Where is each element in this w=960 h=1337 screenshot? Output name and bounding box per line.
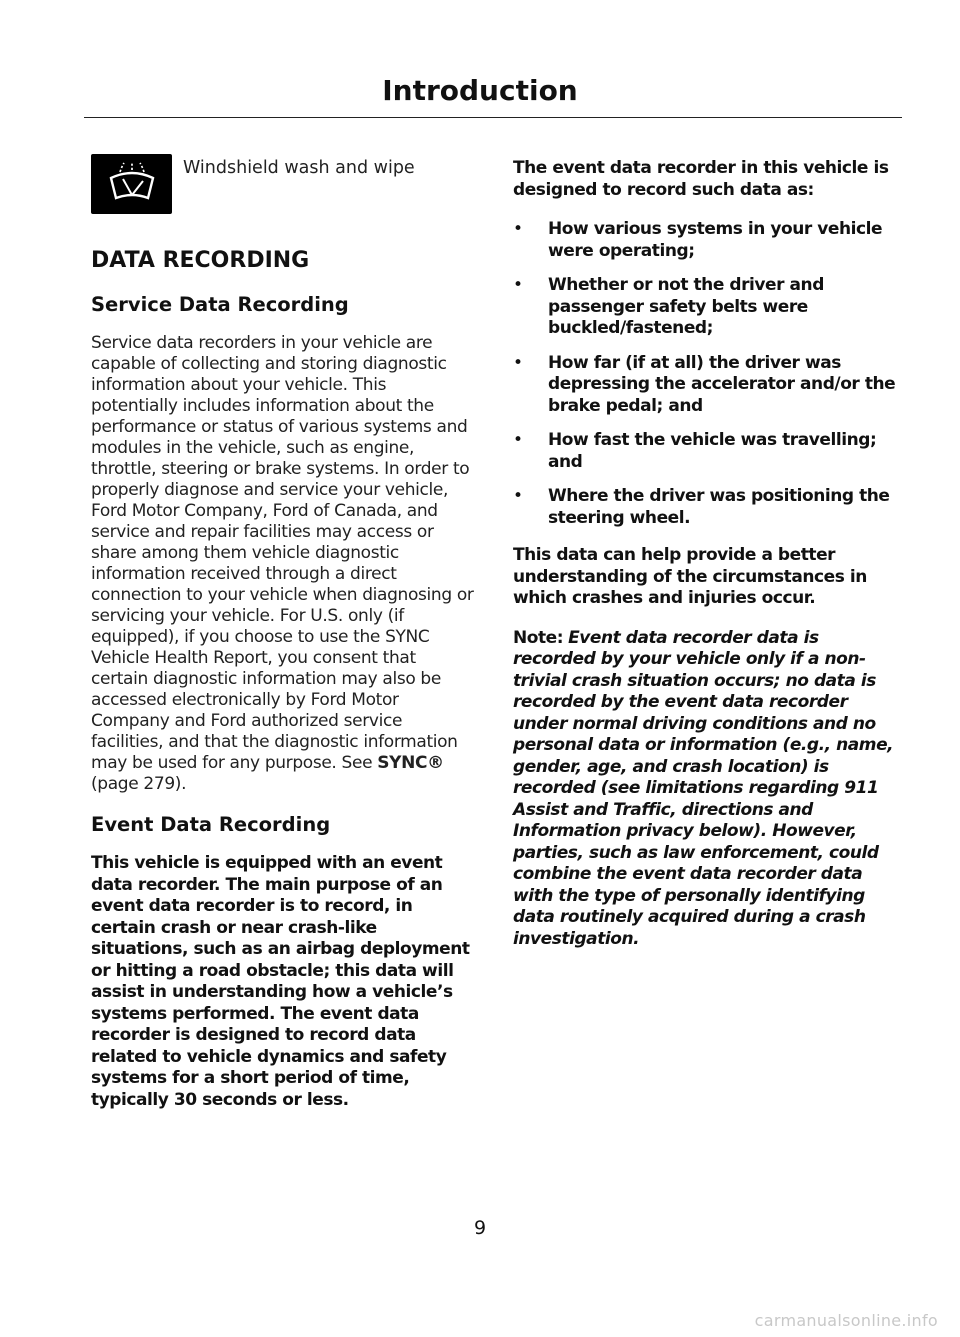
page-reference: (page 279). [91,774,187,794]
list-item: • How fast the vehicle was travelling; and [513,430,877,472]
event-recorder-intro: The event data recorder in this vehicle is designed to record such data as: [513,158,889,200]
list-item: • Where the driver was positioning the steering wheel. [513,486,890,528]
bullet-marker: • [513,275,523,295]
list-item: • How far (if at all) the driver was depressing the accelerator and/or the brake pedal; and [513,352,896,416]
note-label: Note: [513,627,564,648]
page-number: 9 [473,1217,487,1239]
right-column [513,158,903,950]
service-data-heading: Service Data Recording [91,293,349,316]
watermark: carmanualsonline.info [754,1311,938,1330]
event-data-heading: Event Data Recording [91,813,331,836]
sync-reference-link[interactable]: SYNC® [377,753,444,773]
service-data-text: Service data recorders in your vehicle are capable of collecting and storing diagnostic information about your vehicle. This potentially includes information about the performance or status of various systems and modules in the vehicle, such as engine, throttle, steering or brake systems. In order to properly diagnose and service your vehicle, Ford Motor Company, Ford of Canada, and service and repair facilities may access or share among them vehicle diagnostic information received through a direct connection to your vehicle when diagnosing or servicing your vehicle. For U.S. only (if equipped), if you choose to use the SYNC Vehicle Health Report, you consent that certain diagnostic information may also be accessed electronically by Ford Motor Company and Ford authorized service facilities, and that the diagnostic information may be used for any purpose. See [91,333,474,773]
windshield-wash-wipe-icon [91,154,172,214]
summary-paragraph: This data can help provide a better understanding of the circumstances in which crashes and injuries occur. [513,545,867,608]
section-title: DATA RECORDING [91,248,310,273]
list-item: • Whether or not the driver and passenger safety belts were buckled/fastened; [513,275,824,338]
list-item: • How various systems in your vehicle were operating; [513,219,883,261]
header-divider [84,117,902,118]
event-data-paragraph: This vehicle is equipped with an event data recorder. The main purpose of an event data recorder is to record, in certain crash or near crash-like situations, such as an airbag deployment or hitting a road obstacle; this data will assist in understanding how a vehicle’s systems performed. The event data recorder is designed to record data related to vehicle dynamics and safety systems for a short period of time, typically 30 seconds or less. [91,853,470,1110]
page-title: Introduction [382,74,578,107]
bullet-marker: • [513,352,523,373]
bullet-marker: • [513,430,523,450]
service-data-paragraph [91,333,475,795]
icon-caption: Windshield wash and wipe [183,158,415,178]
left-column [91,248,475,1129]
bullet-marker: • [513,486,523,506]
bullet-marker: • [513,219,523,239]
note-paragraph [513,628,903,951]
note-text: Event data recorder data is recorded by your vehicle only if a non-trivial crash situation occurs; no data is recorded by the event data recorder under normal driving conditions and no personal data or information (e.g., name, gender, age, and crash location) is recorded (see limitations regarding 911 Assist and Traffic, directions and Information privacy below). However, parties, such as law enforcement, could combine the event data recorder data with the type of personally identifying data routinely acquired during a crash investigation. [513,627,894,949]
recorded-data-list [513,219,903,529]
